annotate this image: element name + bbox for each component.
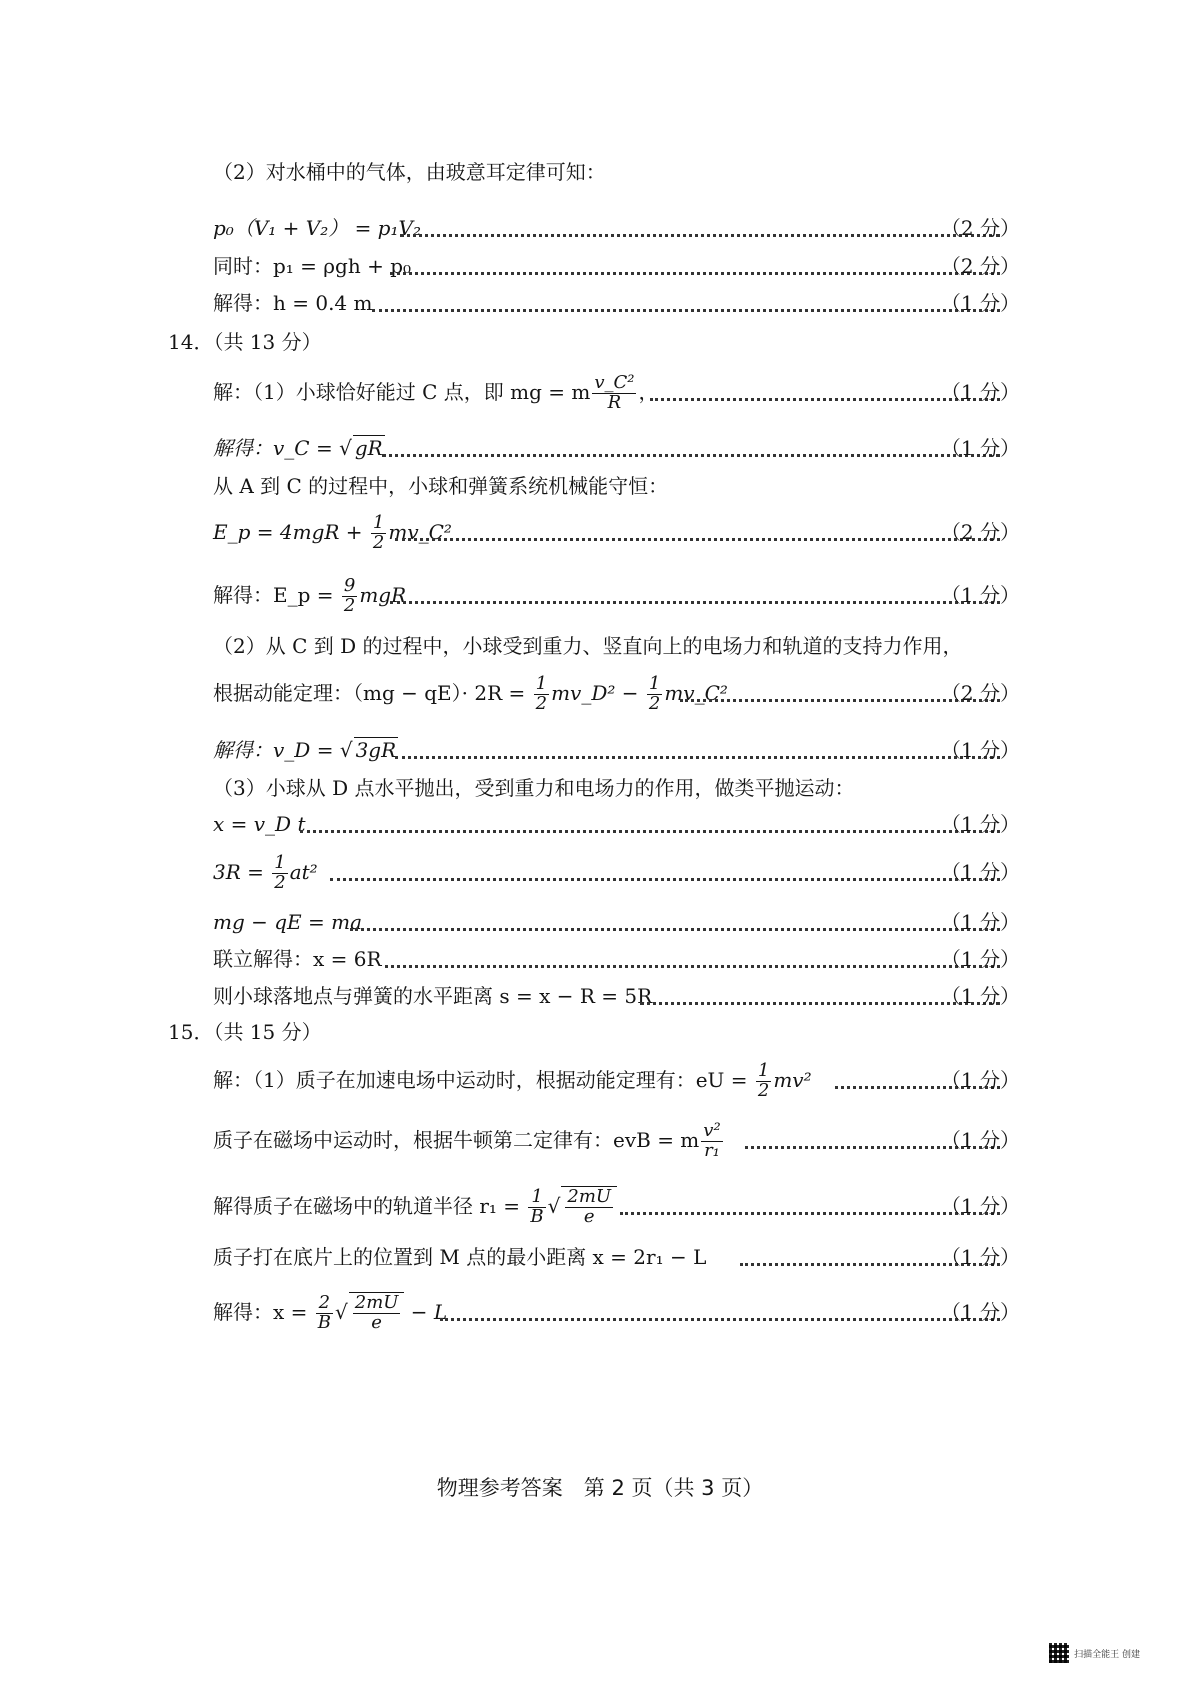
score-label: （1 分）: [940, 984, 1020, 1008]
fraction-denominator: 2: [648, 693, 661, 714]
score-label: （1 分）: [940, 1194, 1020, 1218]
fraction-numerator: v_C²: [594, 372, 635, 394]
fraction-denominator: 2: [535, 693, 548, 714]
score-label: （1 分）: [940, 291, 1020, 315]
score-label: （2 分）: [940, 681, 1020, 705]
equation: [213, 1292, 447, 1333]
line-14-3-projectile: [0, 768, 1200, 808]
equation: p₀（V₁ + V₂） = p₁V₂: [213, 216, 421, 240]
fraction: [528, 1188, 545, 1227]
line-energy-conservation: [0, 466, 1200, 506]
equation-text: 解得质子在磁场中的轨道半径 r₁ =: [213, 1194, 527, 1218]
score-label: （2 分）: [940, 216, 1020, 240]
score-label: （1 分）: [940, 380, 1020, 404]
line-boyle-intro: [0, 152, 1200, 192]
equation: [213, 1120, 725, 1161]
equation: [213, 372, 658, 413]
line-text: （2）对水桶中的气体，由玻意耳定律可知：: [213, 160, 606, 184]
equation-text: 3R =: [213, 860, 271, 884]
fraction: [592, 374, 636, 413]
equation: [213, 852, 318, 893]
radicand: [349, 1292, 405, 1333]
equation-text: 质子在磁场中运动时，根据牛顿第二定律有：evB = m: [213, 1128, 700, 1152]
leader-dots: [390, 246, 1000, 286]
fraction: [371, 514, 386, 553]
fraction-denominator: 2: [343, 595, 356, 616]
equation: 联立解得：x = 6R: [213, 947, 382, 971]
leader-dots: [395, 730, 1000, 770]
fraction: [701, 1122, 722, 1161]
line-15-1-acceleration: [0, 1060, 1200, 1100]
equation: 同时：p₁ = ρgh + p₀: [213, 254, 412, 278]
fraction-denominator: 2: [274, 872, 286, 893]
fraction-numerator: 1: [535, 673, 548, 695]
score-label: （1 分）: [940, 1128, 1020, 1152]
fraction-numerator: 1: [757, 1060, 770, 1082]
equation: 质子打在底片上的位置到 M 点的最小距离 x = 2r₁ − L: [213, 1245, 707, 1269]
fraction: [756, 1062, 771, 1101]
score-label: （2 分）: [940, 254, 1020, 278]
score-label: （1 分）: [940, 910, 1020, 934]
fraction-denominator: 2: [372, 532, 385, 553]
fraction-numerator: 2mU: [354, 1292, 399, 1314]
fraction: [534, 675, 549, 714]
leader-dots: [382, 428, 1000, 468]
line-14-2-forces: [0, 626, 1200, 666]
equation-text: − L: [404, 1300, 448, 1324]
fraction-numerator: 1: [274, 852, 286, 874]
score-label: （1 分）: [940, 947, 1020, 971]
equation: [213, 1186, 617, 1227]
fraction-denominator: B: [317, 1312, 331, 1333]
line-text: 从 A 到 C 的过程中，小球和弹簧系统机械能守恒：: [213, 474, 669, 498]
equation-text: mgR: [359, 583, 407, 607]
leader-dots: [330, 852, 1000, 892]
fraction: [272, 854, 287, 893]
line-text: （3）小球从 D 点水平抛出，受到重力和电场力的作用，做类平抛运动：: [213, 776, 855, 800]
fraction-numerator: 1: [372, 512, 385, 534]
scanner-watermark-text: 扫描全能王 创建: [1074, 1649, 1140, 1660]
line-vd-result: [0, 730, 1200, 770]
line-ep-equation: [0, 512, 1200, 552]
equation-text: 解：（1）小球恰好能过 C 点，即 mg = m: [213, 380, 591, 404]
line-pressure: [0, 246, 1200, 286]
leader-dots: [440, 1292, 1000, 1332]
equation: 则小球落地点与弹簧的水平距离 s = x − R = 5R: [213, 984, 653, 1008]
equation-text: 根据动能定理：（mg − qE）· 2R =: [213, 681, 532, 705]
line-14-1-circle: [0, 372, 1200, 412]
fraction: [565, 1188, 613, 1227]
fraction-numerator: v²: [703, 1120, 721, 1142]
fraction: [647, 675, 662, 714]
radical-sign: √: [339, 436, 352, 460]
leader-dots: [300, 804, 1000, 844]
fraction-numerator: 2mU: [567, 1186, 612, 1208]
fraction-denominator: R: [607, 392, 622, 413]
equation-text: mv_C²: [664, 681, 728, 705]
minus-sign: −: [615, 681, 645, 705]
equation-text: mv²: [773, 1068, 812, 1092]
leader-dots: [395, 512, 1000, 552]
question-15-heading: [0, 1012, 1200, 1052]
question-heading: 15．（共 15 分）: [168, 1020, 322, 1044]
score-label: （2 分）: [940, 520, 1020, 544]
line-15-magnetic-force: [0, 1120, 1200, 1160]
fraction-numerator: 1: [528, 1188, 545, 1208]
line-vc-result: [0, 428, 1200, 468]
equation: mg − qE = ma: [213, 910, 363, 934]
equation-text: mv_D²: [551, 681, 616, 705]
fraction-denominator: e: [371, 1312, 382, 1333]
score-label: （1 分）: [940, 1245, 1020, 1269]
score-label: （1 分）: [940, 583, 1020, 607]
line-text: （2）从 C 到 D 的过程中，小球受到重力、竖直向上的电场力和轨道的支持力作用，: [213, 634, 963, 658]
fraction-denominator: 2: [757, 1080, 770, 1101]
equation-text: E_p = 4mgR +: [213, 520, 369, 544]
line-s-result: [0, 976, 1200, 1016]
equation: [213, 1060, 812, 1101]
equation: [213, 730, 398, 770]
fraction-numerator: 9: [343, 575, 356, 597]
question-14-heading: [0, 322, 1200, 362]
qr-code-icon: [1049, 1643, 1069, 1663]
equation-text: ，: [638, 380, 659, 404]
radicand: 3gR: [355, 738, 397, 762]
fraction-numerator: 2: [316, 1294, 333, 1314]
fraction: [353, 1294, 401, 1333]
equation: [213, 575, 406, 616]
line-boyle-equation: [0, 208, 1200, 248]
radical-sign: √: [547, 1194, 561, 1218]
fraction-denominator: e: [583, 1206, 595, 1227]
fraction-numerator: 1: [648, 673, 661, 695]
line-ep-result: [0, 575, 1200, 615]
line-h-result: [0, 283, 1200, 323]
line-x-result: [0, 939, 1200, 979]
radicand: [561, 1186, 617, 1227]
equation-text: 解得：v_C =: [213, 436, 340, 460]
fraction: [342, 577, 357, 616]
score-label: （1 分）: [940, 1068, 1020, 1092]
leader-dots: [372, 283, 1000, 323]
equation: [213, 673, 728, 714]
equation: 解得：h = 0.4 m: [213, 291, 373, 315]
leader-dots: [385, 939, 1000, 979]
fraction-denominator: r₁: [704, 1140, 720, 1161]
page-footer: 物理参考答案 第 2 页（共 3 页）: [436, 1476, 764, 1500]
equation-text: 解得：x =: [213, 1300, 314, 1324]
line-kinetic-theorem: [0, 673, 1200, 713]
equation-text: at²: [289, 860, 318, 884]
question-heading: 14．（共 13 分）: [168, 330, 322, 354]
line-15-min-distance: [0, 1237, 1200, 1277]
leader-dots: [400, 208, 1000, 248]
line-3r-equation: [0, 852, 1200, 892]
line-newton-equation: [0, 902, 1200, 942]
score-label: （1 分）: [940, 436, 1020, 460]
equation: x = v_D t: [213, 812, 306, 836]
radical-sign: √: [335, 1300, 348, 1324]
fraction-denominator: B: [530, 1206, 544, 1227]
leader-dots: [390, 575, 1000, 615]
equation-text: mv_C²: [388, 520, 452, 544]
equation-text: 解：（1）质子在加速电场中运动时，根据动能定理有：eU =: [213, 1068, 754, 1092]
score-label: （1 分）: [940, 1300, 1020, 1324]
score-label: （1 分）: [940, 738, 1020, 762]
line-x-equation: [0, 804, 1200, 844]
radicand: gR: [354, 436, 383, 460]
fraction: [316, 1294, 333, 1333]
line-15-x-result: [0, 1292, 1200, 1332]
score-label: （1 分）: [940, 812, 1020, 836]
radical-sign: √: [339, 738, 353, 762]
line-15-radius: [0, 1186, 1200, 1226]
equation-text: 解得：v_D =: [213, 738, 340, 762]
equation-text: 解得：E_p =: [213, 583, 340, 607]
equation: [213, 428, 385, 468]
leader-dots: [350, 902, 1000, 942]
scanner-watermark: [1049, 1643, 1140, 1663]
score-label: （1 分）: [940, 860, 1020, 884]
